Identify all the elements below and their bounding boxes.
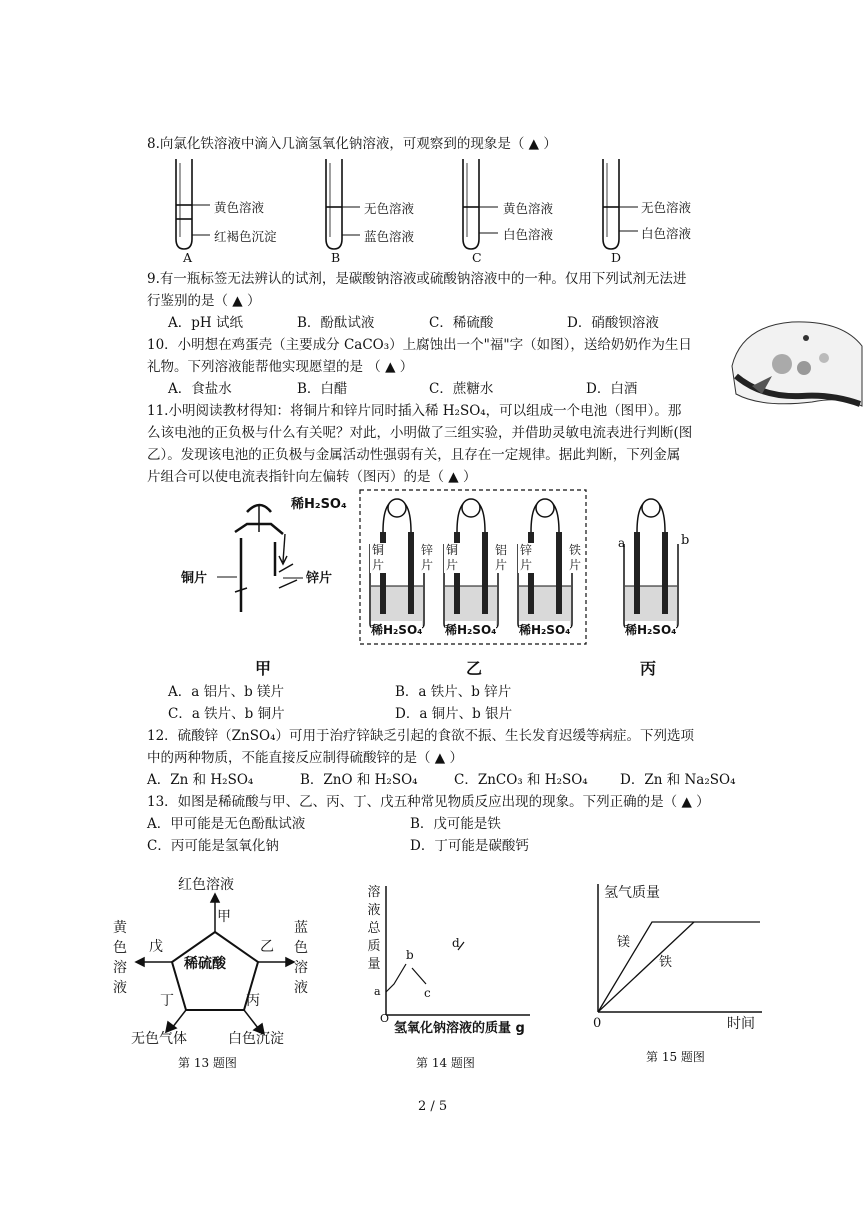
q12-line1: 12．硫酸锌（ZnSO₄）可用于治疗锌缺乏引起的食欲不振、生长发育迟缓等病症。下列选项 (147, 728, 694, 744)
fig14-graph (360, 880, 540, 1030)
beaker3-right-label: 铁片 (568, 543, 581, 572)
fig13-jia-label: 甲 (217, 909, 231, 925)
q9-option-a: A．pH 试纸 (168, 315, 243, 331)
fig13-bing-label: 丙 (246, 993, 260, 1009)
q12-option-d: D．Zn 和 Na₂SO₄ (620, 772, 736, 788)
tube-a-letter: A (183, 250, 193, 265)
beaker3-left-label: 锌片 (519, 543, 532, 572)
q9-option-b: B．酚酞试液 (297, 315, 375, 331)
fig14-point-c: c (424, 986, 431, 1000)
q9-line1: 9.有一瓶标签无法辨认的试剂，是碳酸钠溶液或硫酸钠溶液中的一种。仅用下列试剂无法进 (147, 271, 687, 287)
q10-line2: 礼物。下列溶液能帮他实现愿望的是 （ ▲ ） (147, 359, 414, 375)
fig13-wu-label: 戊 (149, 939, 163, 955)
q13-stem: 13．如图是稀硫酸与甲、乙、丙、丁、戊五种常见物质反应出现的现象。下列正确的是（ ▲ ） (147, 794, 710, 810)
fig14-point-d: d (452, 936, 460, 950)
fig13-center-label: 稀硫酸 (184, 956, 226, 972)
fig13-ding-label: 丁 (160, 993, 174, 1009)
tube-d-bottom-label: 白色溶液 (641, 226, 692, 241)
tube-d-letter: D (611, 250, 622, 265)
fig-bing-acid-label: 稀H₂SO₄ (625, 623, 677, 637)
q13-option-b: B．戊可能是铁 (410, 816, 501, 832)
q10-line1: 10．小明想在鸡蛋壳（主要成分 CaCO₃）上腐蚀出一个"福"字（如图），送给奶奶作为生日 (147, 337, 692, 353)
fig13-yi-label: 乙 (260, 939, 274, 955)
fig15-origin: 0 (593, 1016, 602, 1031)
fig15-series-mg: 镁 (617, 935, 631, 950)
beaker3-acid-label: 稀H₂SO₄ (519, 623, 571, 637)
fig-jia-copper-label: 铜片 (181, 571, 208, 586)
q11-option-d: D．a 铜片、b 银片 (395, 706, 513, 722)
figure-label-yi: 乙 (466, 659, 483, 678)
fig-jia-acid-label: 稀H₂SO₄ (291, 497, 347, 512)
beaker2-right-label: 铝片 (494, 543, 507, 572)
q10-option-c: C．蔗糖水 (429, 381, 494, 397)
test-tube-c (463, 159, 498, 249)
fig14-caption: 第 14 题图 (416, 1056, 475, 1070)
tube-c-bottom-label: 白色溶液 (503, 227, 554, 242)
fig14-point-b: b (406, 948, 414, 962)
tube-d-top-label: 无色溶液 (641, 200, 692, 215)
page-number: 2 / 5 (418, 1099, 448, 1114)
fig15-series-fe: 铁 (659, 955, 673, 970)
test-tube-d (603, 159, 638, 249)
q10-option-a: A．食盐水 (168, 381, 232, 397)
test-tube-b (326, 159, 360, 249)
q13-option-a: A．甲可能是无色酚酞试液 (147, 816, 306, 832)
tube-b-top-label: 无色溶液 (364, 201, 415, 216)
tube-a-top-label: 黄色溶液 (214, 200, 265, 215)
fig15-caption: 第 15 题图 (646, 1050, 705, 1064)
q11-line1: 11.小明阅读教材得知：将铜片和锌片同时插入稀 H₂SO₄，可以组成一个电池（图甲）。那 (147, 403, 682, 419)
fig14-point-a: a (374, 985, 381, 998)
fig15-xlabel: 时间 (727, 1016, 755, 1032)
fig-bing-b-label: b (681, 533, 690, 548)
q12-option-b: B．ZnO 和 H₂SO₄ (300, 772, 418, 788)
q11-option-b: B．a 铁片、b 锌片 (395, 684, 512, 700)
q8-stem: 8.向氯化铁溶液中滴入几滴氢氧化钠溶液，可观察到的现象是（ ▲ ） (147, 136, 557, 152)
fig14-xlabel: 氢氧化钠溶液的质量 g (394, 1021, 525, 1036)
q9-option-c: C．稀硫酸 (429, 315, 494, 331)
q13-option-d: D．丁可能是碳酸钙 (410, 838, 529, 854)
q12-option-a: A．Zn 和 H₂SO₄ (147, 772, 254, 788)
q11-line4: 片组合可以使电流表指针向左偏转（图丙）的是（ ▲ ） (147, 469, 477, 485)
q9-option-d: D．硝酸钡溶液 (567, 315, 659, 331)
test-tube-a (176, 159, 210, 249)
tube-c-top-label: 黄色溶液 (503, 201, 554, 216)
beaker1-right-label: 锌片 (420, 543, 433, 572)
fig13-caption: 第 13 题图 (178, 1056, 237, 1070)
figure-label-bing: 丙 (640, 659, 657, 678)
q12-line2: 中的两种物质，不能直接反应制得硫酸锌的是（ ▲ ） (147, 750, 463, 766)
fig-jia-zinc-label: 锌片 (306, 571, 333, 586)
beaker2-acid-label: 稀H₂SO₄ (445, 623, 497, 637)
figure-label-jia: 甲 (255, 659, 272, 678)
q11-option-c: C．a 铁片、b 铜片 (168, 706, 285, 722)
fig15-fe-line (598, 922, 694, 1012)
fig13-bottom-right-label: 白色沉淀 (228, 1031, 284, 1047)
fig13-right-label: 蓝色溶液 (294, 920, 308, 996)
q10-option-b: B．白醋 (297, 381, 348, 397)
fig-bing-a-label: a (618, 536, 626, 550)
fig14-origin: O (380, 1012, 390, 1025)
tube-b-letter: B (331, 250, 341, 265)
tube-c-letter: C (472, 250, 482, 265)
q11-option-a: A．a 铝片、b 镁片 (168, 684, 285, 700)
q9-line2: 行鉴别的是（ ▲ ） (147, 293, 261, 309)
q11-line3: 乙）。发现该电池的正负极与金属活动性强弱有关，且存在一定规律。据此判断，下列金属 (147, 447, 681, 463)
fig13-bottom-left-label: 无色气体 (131, 1031, 187, 1047)
beaker1-left-label: 铜片 (371, 543, 384, 572)
beaker2-left-label: 铜片 (445, 543, 458, 572)
q13-option-c: C．丙可能是氢氧化钠 (147, 838, 279, 854)
tube-a-bottom-label: 红褐色沉淀 (214, 229, 277, 244)
q12-option-c: C．ZnCO₃ 和 H₂SO₄ (454, 772, 588, 788)
fig13-left-label: 黄色溶液 (113, 920, 127, 996)
q10-option-d: D．白酒 (586, 381, 638, 397)
tube-b-bottom-label: 蓝色溶液 (364, 229, 415, 244)
beaker1-acid-label: 稀H₂SO₄ (371, 623, 423, 637)
fig15-ylabel: 氢气质量 (604, 885, 660, 901)
q11-line2: 么该电池的正负极与什么有关呢？对此，小明做了三组实验，并借助灵敏电流表进行判断(图 (147, 425, 693, 441)
fig13-top-label: 红色溶液 (178, 877, 234, 893)
fig14-ylabel: 溶液总质量 (367, 885, 381, 972)
eggshell-image (722, 316, 867, 411)
